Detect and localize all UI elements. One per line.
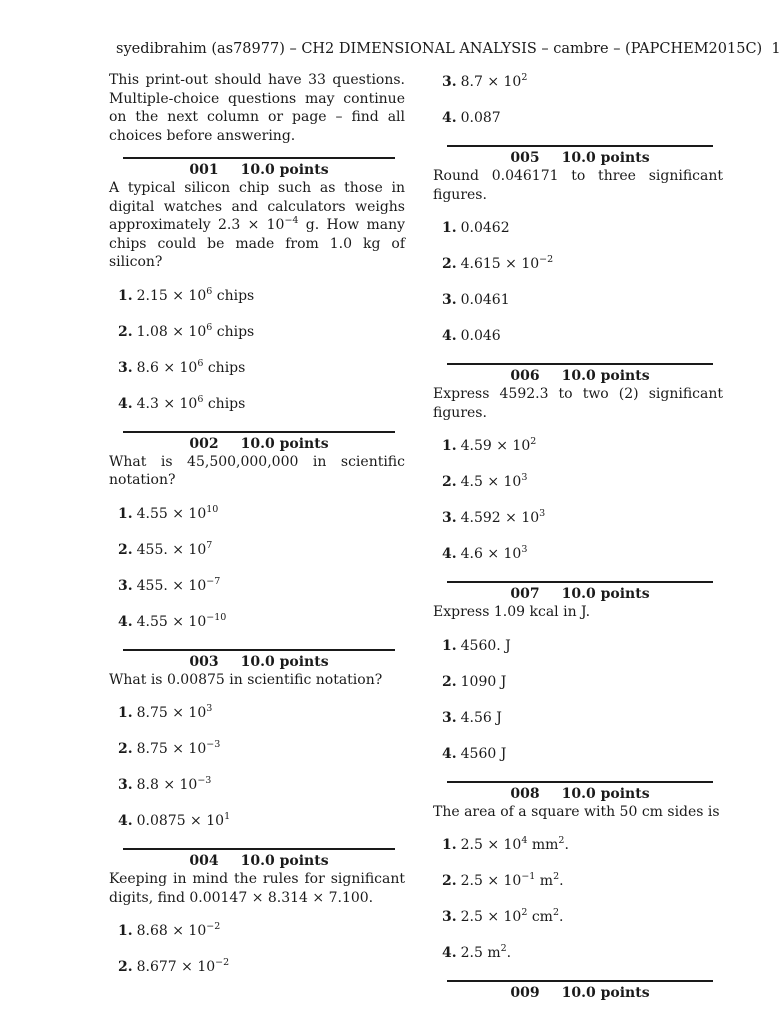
choice-4: 4. $4.55 \times 10^{-10}$: [118, 611, 227, 630]
question-008: [433, 781, 723, 981]
question-points: 10.0 points: [240, 435, 329, 452]
left-column: [109, 71, 405, 994]
choice-4: 4. 2.5 $m^2$.: [442, 943, 512, 961]
choice-3: 3. 0.0461: [442, 292, 510, 308]
choice-3: 3. $8.6 \times 10^6$ chips: [118, 357, 246, 376]
question-points: 10.0 points: [561, 586, 650, 602]
question-header: [447, 581, 713, 603]
question-text: A typical silicon chip such as those in digital watches and calculators weighs approximately $2.3 \times 10^{-4}$ g. How many chips could be made from 1.0 kg of silicon?: [109, 180, 405, 270]
choice-1: 1. $8.75 \times 10^3$: [118, 703, 213, 721]
choice-1: 1. $2.15 \times 10^6$ chips: [118, 285, 255, 304]
choice-1: 1. 4560. J: [442, 637, 511, 654]
intro-text: This print-out should have 33 questions. Multiple-choice questions may continue on the next column or page – find all choices before answering.: [109, 72, 405, 144]
choice-2: 2. 1090 J: [442, 673, 507, 690]
question-text: Express 1.09 kcal in J.: [433, 604, 591, 620]
choice-3: 3. 4.56 J: [442, 709, 502, 726]
question-header: [447, 980, 713, 1002]
question-header: [447, 145, 713, 167]
question-009: [433, 980, 723, 1002]
question-header: [447, 781, 713, 803]
question-text: Keeping in mind the rules for significant digits, find 0.00147 × 8.314 × 7.100.: [109, 871, 405, 906]
question-004-continued: [433, 73, 723, 145]
question-text: Express 4592.3 to two (2) significant figures.: [433, 386, 723, 421]
choice-2: 2. $2.5 \times 10^{-1}$ $m^2$.: [442, 871, 564, 889]
question-001: [109, 157, 405, 431]
choice-2: 2. $1.08 \times 10^6$ chips: [118, 321, 255, 340]
choice-1: 1. $8.68 \times 10^{-2}$: [118, 921, 221, 939]
choice-1: 1. $4.59 \times 10^2$: [442, 436, 537, 454]
choice-2: 2. $8.75 \times 10^{-3}$: [118, 739, 221, 757]
question-number: 009: [510, 985, 540, 1001]
question-007: [433, 581, 723, 781]
choice-4: 4. 4560 J: [442, 745, 507, 762]
choice-2: 2. 455. × $10^7$: [118, 539, 213, 558]
choice-4: 4. $4.3 \times 10^6$ chips: [118, 393, 246, 412]
page-header: [116, 41, 781, 57]
question-header: [447, 363, 713, 385]
choice-3: 3. 455. × $10^{-7}$: [118, 575, 221, 594]
choice-3: 3. $8.8 \times 10^{-3}$: [118, 775, 212, 793]
question-text: The area of a square with 50 cm sides is: [433, 803, 720, 820]
question-header: [123, 431, 395, 453]
question-number: 006: [510, 368, 540, 384]
question-points: 10.0 points: [240, 162, 329, 178]
question-number: 003: [189, 653, 219, 670]
choice-2: 2. $4.5 \times 10^3$: [442, 472, 528, 490]
choice-2: 2. $8.677 \times 10^{-2}$: [118, 957, 230, 975]
choice-4: 4. $4.6 \times 10^3$: [442, 544, 528, 562]
question-points: 10.0 points: [240, 653, 329, 670]
question-points: 10.0 points: [561, 150, 650, 166]
question-003: [109, 649, 405, 849]
choice-3: 3. $2.5 \times 10^2$ $cm^2$.: [442, 907, 564, 925]
header-title: syedibrahim (as78977) – CH2 DIMENSIONAL ANALYSIS – cambre – (PAPCHEM2015C): [116, 41, 763, 57]
choice-1: 1. $4.55 \times 10^{10}$: [118, 503, 219, 522]
question-number: 004: [189, 853, 219, 869]
choice-4: 4. $0.0875 \times 10^1$: [118, 811, 231, 829]
question-number: 007: [510, 586, 540, 602]
choice-2: 2. $4.615 \times 10^{-2}$: [442, 254, 554, 272]
right-column: [433, 71, 723, 1002]
question-text: What is 0.00875 in scientific notation?: [109, 671, 383, 688]
question-006: [433, 363, 723, 581]
choice-1: 1. $2.5 \times 10^4$ $mm^2$.: [442, 835, 569, 853]
choice-1: 1. 0.0462: [442, 220, 510, 236]
question-points: 10.0 points: [561, 785, 650, 802]
question-header: [123, 848, 395, 870]
question-points: 10.0 points: [561, 985, 650, 1001]
question-number: 001: [189, 162, 219, 178]
question-number: 005: [510, 150, 540, 166]
choice-3: 3. $8.7 \times 10^2$: [442, 72, 528, 90]
question-005: [433, 145, 723, 363]
choice-3: 3. $4.592 \times 10^3$: [442, 508, 546, 526]
question-header: [123, 157, 395, 179]
question-header: [123, 649, 395, 671]
question-004: [109, 848, 405, 994]
choice-4: 4. 0.046: [442, 328, 501, 344]
question-number: 008: [510, 785, 540, 802]
page-number: 1: [771, 41, 781, 57]
choice-4: 4. 0.087: [442, 110, 501, 126]
question-points: 10.0 points: [240, 853, 329, 869]
question-002: [109, 431, 405, 649]
question-number: 002: [189, 435, 219, 452]
question-text: What is 45,500,000,000 in scientific notation?: [109, 453, 405, 488]
question-text: Round 0.046171 to three significant figures.: [433, 168, 723, 203]
question-points: 10.0 points: [561, 368, 650, 384]
